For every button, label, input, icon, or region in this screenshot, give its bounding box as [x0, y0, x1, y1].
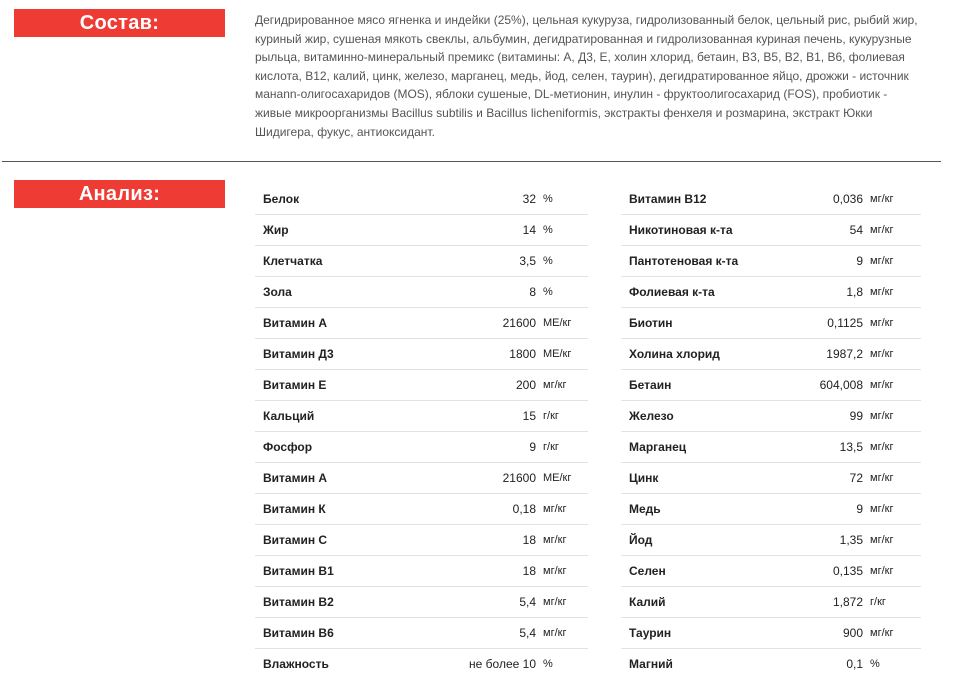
nutrient-name: Витамин Е	[263, 378, 327, 392]
nutrient-value: 18	[522, 533, 536, 547]
section-divider	[2, 161, 941, 162]
nutrient-value: не более 10	[469, 657, 536, 671]
nutrient-row	[255, 556, 588, 587]
nutrient-row	[621, 618, 921, 649]
nutrient-row	[621, 556, 921, 587]
nutrient-unit: %	[543, 193, 553, 205]
nutrient-value: 0,1125	[827, 316, 863, 330]
nutrient-name: Биотин	[629, 316, 673, 330]
nutrient-value: 8	[529, 285, 536, 299]
nutrient-unit: г/кг	[870, 596, 886, 608]
nutrient-row	[621, 215, 921, 246]
nutrient-name: Таурин	[629, 626, 672, 640]
nutrient-row	[255, 277, 588, 308]
analysis-table-right	[621, 184, 921, 679]
nutrient-unit: %	[543, 255, 553, 267]
nutrient-name: Клетчатка	[263, 254, 323, 268]
nutrient-unit: мг/кг	[870, 193, 894, 205]
nutrient-unit: мг/кг	[543, 565, 567, 577]
nutrient-value: 15	[522, 409, 536, 423]
nutrient-unit: мг/кг	[870, 224, 894, 236]
nutrient-value: 54	[849, 223, 863, 237]
nutrient-unit: МЕ/кг	[543, 348, 572, 360]
nutrient-unit: мг/кг	[870, 441, 894, 453]
nutrient-row	[255, 370, 588, 401]
nutrient-value: 900	[842, 626, 863, 640]
nutrient-row	[255, 339, 588, 370]
nutrient-name: Йод	[629, 533, 653, 547]
nutrient-row	[621, 246, 921, 277]
analysis-table-left	[255, 184, 588, 679]
nutrient-name: Витамин С	[263, 533, 328, 547]
nutrient-value: 9	[856, 502, 863, 516]
nutrient-value: 72	[849, 471, 863, 485]
nutrient-name: Жир	[263, 223, 289, 237]
nutrient-row	[255, 246, 588, 277]
nutrient-value: 99	[849, 409, 863, 423]
nutrient-name: Витамин В2	[263, 595, 334, 609]
nutrient-name: Белок	[263, 192, 300, 206]
nutrient-value: 14	[522, 223, 536, 237]
nutrient-row	[255, 525, 588, 556]
nutrient-value: 1,35	[839, 533, 863, 547]
nutrient-name: Цинк	[629, 471, 659, 485]
nutrient-value: 5,4	[519, 595, 536, 609]
nutrient-unit: мг/кг	[870, 534, 894, 546]
nutrient-row	[255, 215, 588, 246]
composition-heading: Состав:	[14, 9, 225, 37]
nutrient-name: Кальций	[263, 409, 315, 423]
nutrient-value: 1800	[509, 347, 536, 361]
nutrient-value: 1,8	[846, 285, 863, 299]
nutrient-value: 3,5	[519, 254, 536, 268]
nutrient-row	[255, 587, 588, 618]
nutrient-name: Витамин Д3	[263, 347, 334, 361]
nutrient-value: 604,008	[819, 378, 863, 392]
nutrient-name: Марганец	[629, 440, 687, 454]
nutrient-row	[255, 463, 588, 494]
nutrient-row	[255, 618, 588, 649]
nutrient-unit: мг/кг	[870, 503, 894, 515]
nutrient-value: 0,036	[832, 192, 863, 206]
nutrient-value: 18	[522, 564, 536, 578]
nutrient-row	[621, 370, 921, 401]
nutrient-value: 0,1	[846, 657, 863, 671]
nutrient-value: 13,5	[839, 440, 863, 454]
nutrient-unit: мг/кг	[543, 379, 567, 391]
nutrient-row	[621, 432, 921, 463]
nutrient-value: 9	[529, 440, 536, 454]
nutrient-unit: %	[870, 658, 880, 670]
nutrient-value: 9	[856, 254, 863, 268]
nutrient-unit: мг/кг	[543, 627, 567, 639]
nutrient-value: 0,18	[512, 502, 536, 516]
nutrient-row	[621, 277, 921, 308]
analysis-heading: Анализ:	[14, 180, 225, 208]
nutrient-name: Витамин А	[263, 316, 328, 330]
nutrient-name: Витамин К	[263, 502, 326, 516]
nutrient-unit: %	[543, 224, 553, 236]
nutrient-name: Калий	[629, 595, 666, 609]
nutrient-name: Витамин А	[263, 471, 328, 485]
nutrient-name: Бетаин	[629, 378, 672, 392]
nutrient-row	[255, 184, 588, 215]
nutrient-unit: г/кг	[543, 441, 559, 453]
nutrient-unit: мг/кг	[543, 503, 567, 515]
nutrient-value: 200	[515, 378, 536, 392]
nutrient-unit: мг/кг	[870, 472, 894, 484]
nutrient-value: 1,872	[832, 595, 863, 609]
nutrient-unit: мг/кг	[870, 410, 894, 422]
nutrient-name: Влажность	[263, 657, 329, 671]
nutrient-unit: мг/кг	[870, 627, 894, 639]
nutrient-unit: %	[543, 286, 553, 298]
nutrient-unit: МЕ/кг	[543, 472, 572, 484]
nutrient-unit: %	[543, 658, 553, 670]
nutrient-name: Витамин В1	[263, 564, 334, 578]
nutrient-name: Никотиновая к-та	[629, 223, 733, 237]
nutrient-row	[621, 401, 921, 432]
nutrient-name: Витамин В12	[629, 192, 707, 206]
nutrient-row	[621, 587, 921, 618]
nutrient-value: 5,4	[519, 626, 536, 640]
nutrient-unit: мг/кг	[870, 286, 894, 298]
nutrient-value: 1987,2	[826, 347, 863, 361]
nutrient-name: Холина хлорид	[629, 347, 720, 361]
nutrient-row	[255, 432, 588, 463]
nutrient-row	[621, 308, 921, 339]
nutrient-value: 21600	[502, 471, 536, 485]
nutrient-row	[255, 494, 588, 525]
nutrient-row	[621, 525, 921, 556]
nutrient-row	[621, 494, 921, 525]
nutrient-unit: мг/кг	[870, 317, 894, 329]
nutrient-name: Железо	[629, 409, 674, 423]
nutrient-row	[621, 463, 921, 494]
nutrient-row	[621, 649, 921, 679]
nutrient-value: 0,135	[832, 564, 863, 578]
nutrient-value: 32	[522, 192, 536, 206]
nutrient-name: Витамин В6	[263, 626, 334, 640]
nutrient-row	[255, 308, 588, 339]
nutrient-name: Фосфор	[263, 440, 313, 454]
nutrient-name: Фолиевая к-та	[629, 285, 715, 299]
nutrient-unit: мг/кг	[870, 379, 894, 391]
nutrient-name: Медь	[629, 502, 661, 516]
nutrient-unit: мг/кг	[870, 255, 894, 267]
nutrient-unit: мг/кг	[870, 348, 894, 360]
nutrient-unit: мг/кг	[870, 565, 894, 577]
nutrient-row	[621, 339, 921, 370]
nutrient-unit: г/кг	[543, 410, 559, 422]
nutrient-unit: мг/кг	[543, 534, 567, 546]
nutrient-row	[621, 184, 921, 215]
nutrient-name: Селен	[629, 564, 666, 578]
composition-text: Дегидрированное мясо ягненка и индейки (25%), цельная кукуруза, гидролизованный белок, цельный рис, рыбий жир, куриный жир, сушеная мякоть свеклы, альбумин, дегидратированная и гидролизованная куриная печень, кукурузные рыльца, витаминно-минеральный премикс (витамины: А, Д3, Е, холин хлорид, бетаин, В3, В5, В2, В1, В6, фолиевая кислота, В12, калий, цинк, железо, марганец, медь, йод, селен, таурин), дегидратированное яйцо, дрожжи - источник манann-олигосахаридов (MOS), яблоки сушеные, DL-метионин, инулин - фруктоолигосахарид (FOS), пробиотик - живые микроорганизмы Bacillus subtilis и Bacillus licheniformis, экстракты фенхеля и розмарина, экстракт Юкки Шидигера, фукус, антиоксидант.	[255, 13, 918, 139]
nutrient-unit: мг/кг	[543, 596, 567, 608]
nutrient-row	[255, 401, 588, 432]
nutrient-name: Магний	[629, 657, 673, 671]
nutrient-value: 21600	[502, 316, 536, 330]
nutrient-row	[255, 649, 588, 679]
nutrient-name: Зола	[263, 285, 292, 299]
nutrient-unit: МЕ/кг	[543, 317, 572, 329]
nutrient-name: Пантотеновая к-та	[629, 254, 739, 268]
